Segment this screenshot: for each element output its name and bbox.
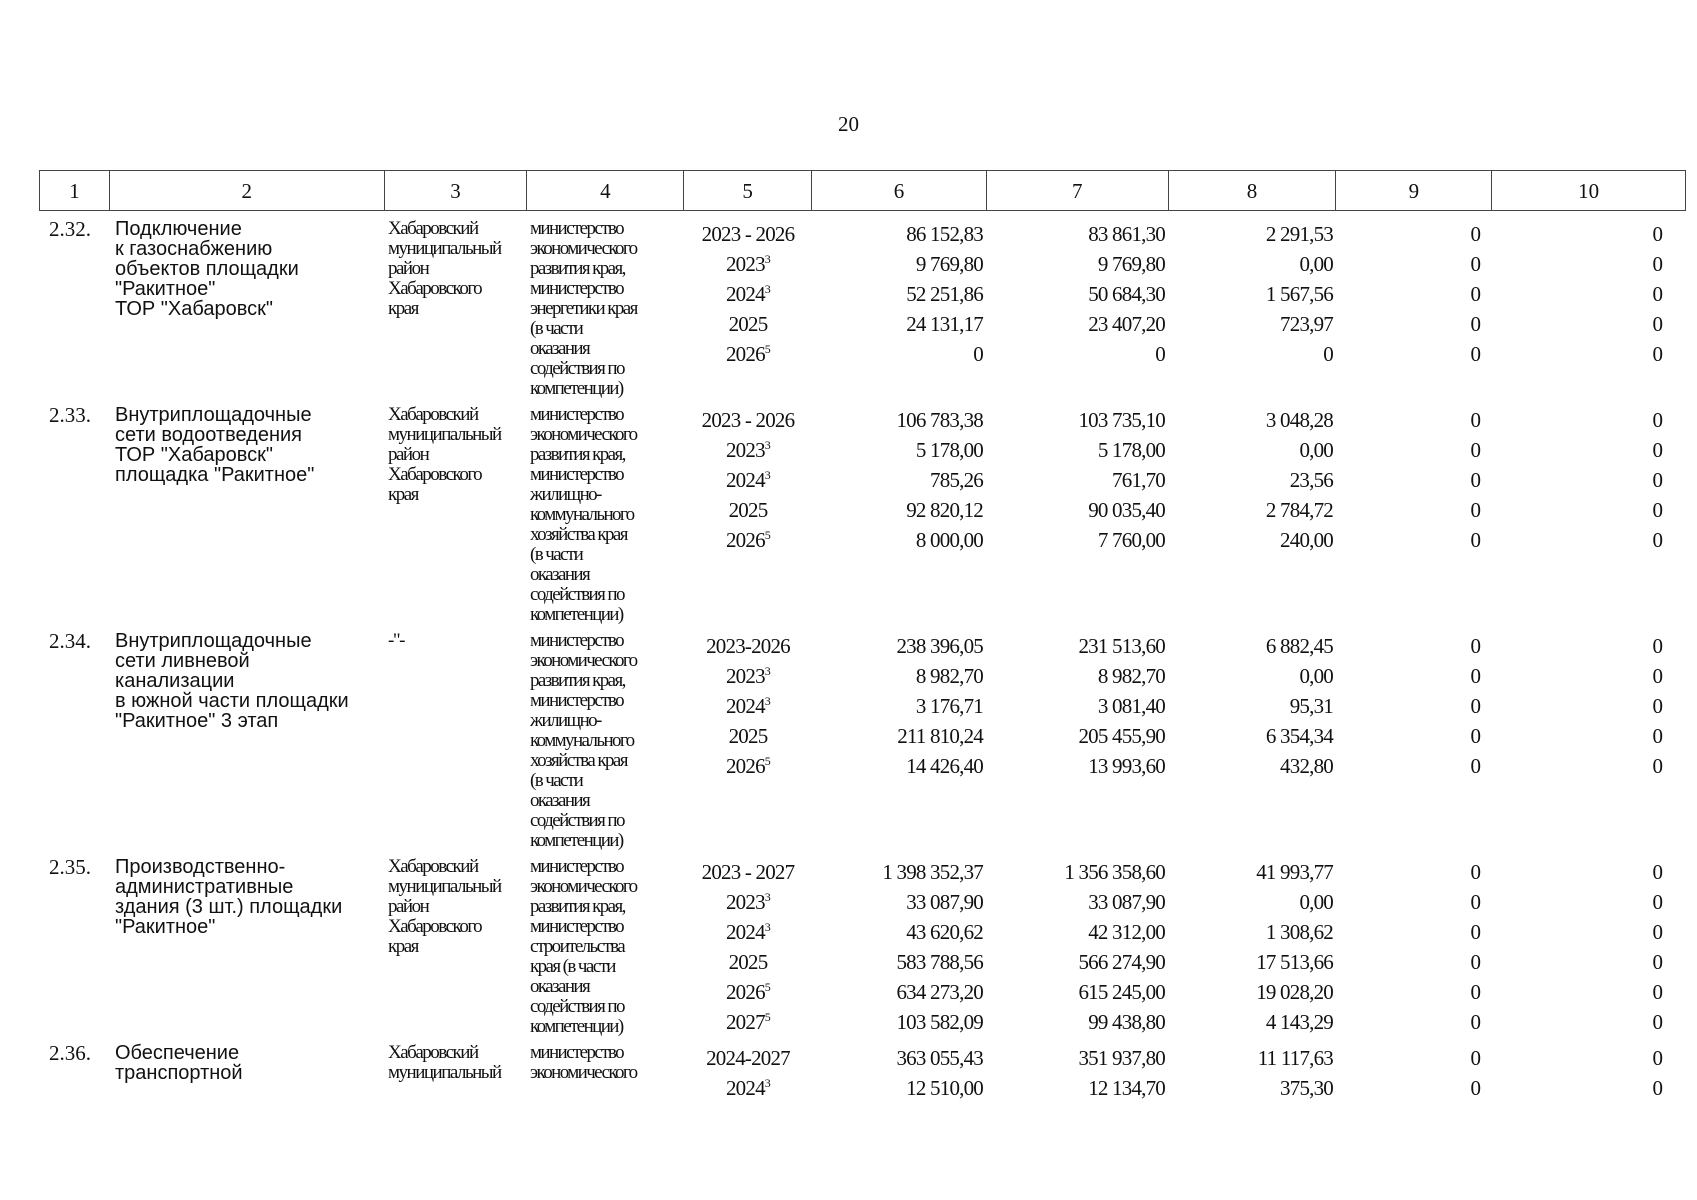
table-row xyxy=(39,1043,1686,1109)
row-number: 2.33. xyxy=(49,403,91,427)
value-col-9: 0 xyxy=(1470,497,1481,522)
value-col-8: 0 xyxy=(1323,341,1333,366)
funding-line xyxy=(684,691,1675,721)
value-col-10: 0 xyxy=(1652,467,1663,492)
value-col-10: 0 xyxy=(1652,407,1663,432)
value-col-6: 103 582,09 xyxy=(896,1009,983,1034)
value-col-8: 723,97 xyxy=(1280,311,1333,336)
value-col-7: 7 760,00 xyxy=(1097,527,1165,552)
value-col-9: 0 xyxy=(1470,919,1481,944)
funding-period xyxy=(684,1076,812,1101)
value-col-8: 6 882,45 xyxy=(1265,633,1333,658)
value-col-7: 615 245,00 xyxy=(1078,979,1165,1004)
row-number: 2.35. xyxy=(49,855,91,879)
value-col-6: 43 620,62 xyxy=(906,919,983,944)
funding-line xyxy=(684,977,1675,1007)
column-header-5: 5 xyxy=(684,171,812,210)
value-col-10: 0 xyxy=(1652,527,1663,552)
value-col-10: 0 xyxy=(1652,633,1663,658)
value-col-10: 0 xyxy=(1652,311,1663,336)
funding-line xyxy=(684,279,1675,309)
funding-line xyxy=(684,917,1675,947)
funding-period xyxy=(684,920,812,945)
funding-line xyxy=(684,751,1675,781)
value-col-8: 3 048,28 xyxy=(1265,407,1333,432)
value-col-10: 0 xyxy=(1652,1075,1663,1100)
value-col-9: 0 xyxy=(1470,527,1481,552)
footnote-mark: 5 xyxy=(764,979,770,994)
period-year: 2024 xyxy=(725,693,765,718)
value-col-8: 95,31 xyxy=(1289,693,1333,718)
value-col-10: 0 xyxy=(1652,497,1663,522)
value-col-9: 0 xyxy=(1470,281,1481,306)
funding-period xyxy=(684,1046,812,1071)
value-col-6: 1 398 352,37 xyxy=(882,859,983,884)
executor: министерство экономического развития края, министерство жилищно- коммунального хозяйства края (в части оказания содействия по компетенции) xyxy=(530,630,637,851)
value-col-9: 0 xyxy=(1470,467,1481,492)
value-col-7: 761,70 xyxy=(1112,467,1165,492)
value-col-9: 0 xyxy=(1470,1045,1481,1070)
funding-period xyxy=(684,1010,812,1035)
value-col-10: 0 xyxy=(1652,723,1663,748)
value-col-10: 0 xyxy=(1652,437,1663,462)
funding-period xyxy=(684,342,812,367)
period-year: 2024 xyxy=(725,467,765,492)
value-col-7: 13 993,60 xyxy=(1088,753,1165,778)
column-header-6: 6 xyxy=(812,171,987,210)
funding-line xyxy=(684,721,1675,751)
funding-period xyxy=(684,694,812,719)
period-year: 2023 - 2026 xyxy=(701,407,795,432)
footnote-mark: 3 xyxy=(764,251,770,266)
value-col-6: 5 178,00 xyxy=(915,437,983,462)
funding-line xyxy=(684,631,1675,661)
value-col-8: 432,80 xyxy=(1280,753,1333,778)
value-col-10: 0 xyxy=(1652,1045,1663,1070)
value-col-7: 33 087,90 xyxy=(1088,889,1165,914)
territory: Хабаровский муниципальный xyxy=(388,1042,501,1083)
funding-period xyxy=(684,890,812,915)
project-name: Обеспечение транспортной xyxy=(115,1042,243,1084)
value-col-8: 4 143,29 xyxy=(1265,1009,1333,1034)
period-year: 2027 xyxy=(725,1009,765,1034)
funding-period xyxy=(684,438,812,463)
value-col-8: 41 993,77 xyxy=(1256,859,1333,884)
value-col-8: 2 291,53 xyxy=(1265,221,1333,246)
executor: министерство экономического xyxy=(530,1042,637,1083)
period-year: 2023 - 2026 xyxy=(701,221,795,246)
value-col-9: 0 xyxy=(1470,311,1481,336)
value-col-10: 0 xyxy=(1652,919,1663,944)
territory: -"- xyxy=(388,630,404,651)
value-col-9: 0 xyxy=(1470,949,1481,974)
value-col-9: 0 xyxy=(1470,859,1481,884)
executor: министерство экономического развития края, министерство строительства края (в части оказания содействия по компетенции) xyxy=(530,856,637,1037)
footnote-mark: 3 xyxy=(764,889,770,904)
value-col-9: 0 xyxy=(1470,1009,1481,1034)
footnote-mark: 5 xyxy=(764,753,770,768)
value-col-10: 0 xyxy=(1652,221,1663,246)
value-col-9: 0 xyxy=(1470,753,1481,778)
footnote-mark: 3 xyxy=(764,467,770,482)
funding-line xyxy=(684,465,1675,495)
period-year: 2026 xyxy=(725,979,765,1004)
footnote-mark: 3 xyxy=(764,1075,770,1090)
table-row xyxy=(39,219,1686,405)
funding-line xyxy=(684,309,1675,339)
value-col-6: 12 510,00 xyxy=(906,1075,983,1100)
value-col-8: 2 784,72 xyxy=(1265,497,1333,522)
value-col-9: 0 xyxy=(1470,723,1481,748)
value-col-6: 785,26 xyxy=(930,467,983,492)
period-year: 2024 xyxy=(725,919,765,944)
value-col-10: 0 xyxy=(1652,889,1663,914)
period-year: 2025 xyxy=(728,949,768,974)
funding-period xyxy=(684,252,812,277)
value-col-10: 0 xyxy=(1652,979,1663,1004)
value-col-8: 0,00 xyxy=(1299,663,1333,688)
funding-line xyxy=(684,435,1675,465)
value-col-6: 14 426,40 xyxy=(906,753,983,778)
funding-period xyxy=(684,860,812,885)
value-col-8: 375,30 xyxy=(1280,1075,1333,1100)
value-col-9: 0 xyxy=(1470,633,1481,658)
funding-line xyxy=(684,405,1675,435)
territory: Хабаровский муниципальный район Хабаровского края xyxy=(388,218,501,319)
column-header-2: 2 xyxy=(110,171,385,210)
funding-period xyxy=(684,468,812,493)
row-number: 2.32. xyxy=(49,217,91,241)
funding-period xyxy=(684,222,812,247)
territory: Хабаровский муниципальный район Хабаровского края xyxy=(388,404,501,505)
value-col-8: 1 308,62 xyxy=(1265,919,1333,944)
value-col-10: 0 xyxy=(1652,251,1663,276)
period-year: 2026 xyxy=(725,341,765,366)
footnote-mark: 5 xyxy=(764,341,770,356)
period-year: 2026 xyxy=(725,753,765,778)
value-col-7: 99 438,80 xyxy=(1088,1009,1165,1034)
value-col-6: 8 982,70 xyxy=(915,663,983,688)
value-col-9: 0 xyxy=(1470,341,1481,366)
value-col-10: 0 xyxy=(1652,693,1663,718)
value-col-9: 0 xyxy=(1470,663,1481,688)
project-name: Подключение к газоснабжению объектов площадки "Ракитное" ТОР "Хабаровск" xyxy=(115,218,299,320)
funding-period xyxy=(684,408,812,433)
column-header-row xyxy=(39,170,1686,211)
row-number: 2.34. xyxy=(49,629,91,653)
value-col-7: 0 xyxy=(1155,341,1165,366)
value-col-7: 8 982,70 xyxy=(1097,663,1165,688)
territory: Хабаровский муниципальный район Хабаровского края xyxy=(388,856,501,957)
value-col-7: 83 861,30 xyxy=(1088,221,1165,246)
funding-line xyxy=(684,339,1675,369)
funding-period xyxy=(684,634,812,659)
period-year: 2023 xyxy=(725,889,765,914)
value-col-8: 23,56 xyxy=(1289,467,1333,492)
column-header-9: 9 xyxy=(1336,171,1492,210)
footnote-mark: 3 xyxy=(764,693,770,708)
value-col-7: 90 035,40 xyxy=(1088,497,1165,522)
funding-period xyxy=(684,754,812,779)
funding-period xyxy=(684,664,812,689)
period-year: 2023-2026 xyxy=(706,633,790,658)
value-col-9: 0 xyxy=(1470,1075,1481,1100)
value-col-8: 240,00 xyxy=(1280,527,1333,552)
funding-period xyxy=(684,282,812,307)
period-year: 2024-2027 xyxy=(706,1045,790,1070)
value-col-7: 23 407,20 xyxy=(1088,311,1165,336)
value-col-8: 0,00 xyxy=(1299,437,1333,462)
funding-period xyxy=(684,980,812,1005)
footnote-mark: 5 xyxy=(764,1009,770,1024)
funding-lines xyxy=(684,631,1675,851)
funding-lines xyxy=(684,857,1675,1037)
period-year: 2026 xyxy=(725,527,765,552)
value-col-9: 0 xyxy=(1470,251,1481,276)
column-header-1: 1 xyxy=(40,171,110,210)
value-col-7: 5 178,00 xyxy=(1097,437,1165,462)
value-col-7: 1 356 358,60 xyxy=(1064,859,1165,884)
value-col-9: 0 xyxy=(1470,407,1481,432)
value-col-9: 0 xyxy=(1470,979,1481,1004)
funding-line xyxy=(684,495,1675,525)
value-col-10: 0 xyxy=(1652,341,1663,366)
value-col-7: 351 937,80 xyxy=(1078,1045,1165,1070)
value-col-9: 0 xyxy=(1470,437,1481,462)
value-col-6: 106 783,38 xyxy=(896,407,983,432)
project-name: Производственно- административные здания (3 шт.) площадки "Ракитное" xyxy=(115,856,343,938)
funding-line xyxy=(684,1073,1675,1103)
funding-line xyxy=(684,887,1675,917)
period-year: 2024 xyxy=(725,281,765,306)
value-col-9: 0 xyxy=(1470,221,1481,246)
funding-line xyxy=(684,1007,1675,1037)
table-row xyxy=(39,857,1686,1043)
value-col-10: 0 xyxy=(1652,663,1663,688)
project-name: Внутриплощадочные сети водоотведения ТОР "Хабаровск" площадка "Ракитное" xyxy=(115,404,315,486)
funding-lines xyxy=(684,219,1675,399)
value-col-10: 0 xyxy=(1652,281,1663,306)
value-col-6: 92 820,12 xyxy=(906,497,983,522)
period-year: 2024 xyxy=(725,1075,765,1100)
funding-line xyxy=(684,219,1675,249)
column-header-8: 8 xyxy=(1169,171,1337,210)
value-col-9: 0 xyxy=(1470,693,1481,718)
value-col-8: 0,00 xyxy=(1299,251,1333,276)
value-col-6: 363 055,43 xyxy=(896,1045,983,1070)
funding-period xyxy=(684,498,812,523)
value-col-8: 19 028,20 xyxy=(1256,979,1333,1004)
page-number: 20 xyxy=(838,112,859,136)
value-col-6: 583 788,56 xyxy=(896,949,983,974)
project-name: Внутриплощадочные сети ливневой канализации в южной части площадки "Ракитное" 3 этап xyxy=(115,630,349,732)
funding-period xyxy=(684,312,812,337)
footnote-mark: 3 xyxy=(764,437,770,452)
value-col-10: 0 xyxy=(1652,859,1663,884)
period-year: 2025 xyxy=(728,311,768,336)
value-col-10: 0 xyxy=(1652,1009,1663,1034)
value-col-7: 9 769,80 xyxy=(1097,251,1165,276)
funding-line xyxy=(684,947,1675,977)
value-col-7: 566 274,90 xyxy=(1078,949,1165,974)
funding-line xyxy=(684,1043,1675,1073)
value-col-6: 211 810,24 xyxy=(897,723,983,748)
value-col-6: 52 251,86 xyxy=(906,281,983,306)
period-year: 2023 xyxy=(725,437,765,462)
value-col-6: 86 152,83 xyxy=(906,221,983,246)
value-col-10: 0 xyxy=(1652,949,1663,974)
value-col-8: 1 567,56 xyxy=(1265,281,1333,306)
value-col-7: 205 455,90 xyxy=(1078,723,1165,748)
funding-lines xyxy=(684,1043,1675,1103)
period-year: 2025 xyxy=(728,723,768,748)
funding-line xyxy=(684,249,1675,279)
value-col-6: 33 087,90 xyxy=(906,889,983,914)
value-col-6: 634 273,20 xyxy=(896,979,983,1004)
value-col-6: 9 769,80 xyxy=(915,251,983,276)
column-header-4: 4 xyxy=(527,171,684,210)
funding-line xyxy=(684,525,1675,555)
period-year: 2023 xyxy=(725,663,765,688)
value-col-7: 103 735,10 xyxy=(1078,407,1165,432)
footnote-mark: 3 xyxy=(764,281,770,296)
value-col-7: 12 134,70 xyxy=(1088,1075,1165,1100)
value-col-6: 24 131,17 xyxy=(906,311,983,336)
value-col-7: 42 312,00 xyxy=(1088,919,1165,944)
value-col-9: 0 xyxy=(1470,889,1481,914)
value-col-6: 8 000,00 xyxy=(915,527,983,552)
footnote-mark: 5 xyxy=(764,527,770,542)
value-col-10: 0 xyxy=(1652,753,1663,778)
value-col-8: 6 354,34 xyxy=(1265,723,1333,748)
executor: министерство экономического развития края, министерство жилищно- коммунального хозяйства края (в части оказания содействия по компетенции) xyxy=(530,404,637,625)
period-year: 2023 xyxy=(725,251,765,276)
column-header-3: 3 xyxy=(385,171,528,210)
column-header-10: 10 xyxy=(1578,179,1600,203)
value-col-7: 231 513,60 xyxy=(1078,633,1165,658)
value-col-6: 0 xyxy=(973,341,983,366)
funding-line xyxy=(684,857,1675,887)
row-number: 2.36. xyxy=(49,1041,91,1065)
value-col-6: 3 176,71 xyxy=(915,693,983,718)
table-row xyxy=(39,631,1686,857)
funding-line xyxy=(684,661,1675,691)
funding-period xyxy=(684,528,812,553)
period-year: 2025 xyxy=(728,497,768,522)
table-row xyxy=(39,405,1686,631)
period-year: 2023 - 2027 xyxy=(701,859,795,884)
funding-lines xyxy=(684,405,1675,625)
funding-period xyxy=(684,950,812,975)
footnote-mark: 3 xyxy=(764,919,770,934)
table-body xyxy=(39,219,1686,1109)
funding-period xyxy=(684,724,812,749)
executor: министерство экономического развития края, министерство энергетики края (в части оказания содействия по компетенции) xyxy=(530,218,637,399)
value-col-8: 0,00 xyxy=(1299,889,1333,914)
column-header-7: 7 xyxy=(987,171,1169,210)
value-col-6: 238 396,05 xyxy=(896,633,983,658)
footnote-mark: 3 xyxy=(764,663,770,678)
value-col-7: 50 684,30 xyxy=(1088,281,1165,306)
value-col-8: 17 513,66 xyxy=(1256,949,1333,974)
value-col-7: 3 081,40 xyxy=(1097,693,1165,718)
value-col-8: 11 117,63 xyxy=(1257,1045,1333,1070)
